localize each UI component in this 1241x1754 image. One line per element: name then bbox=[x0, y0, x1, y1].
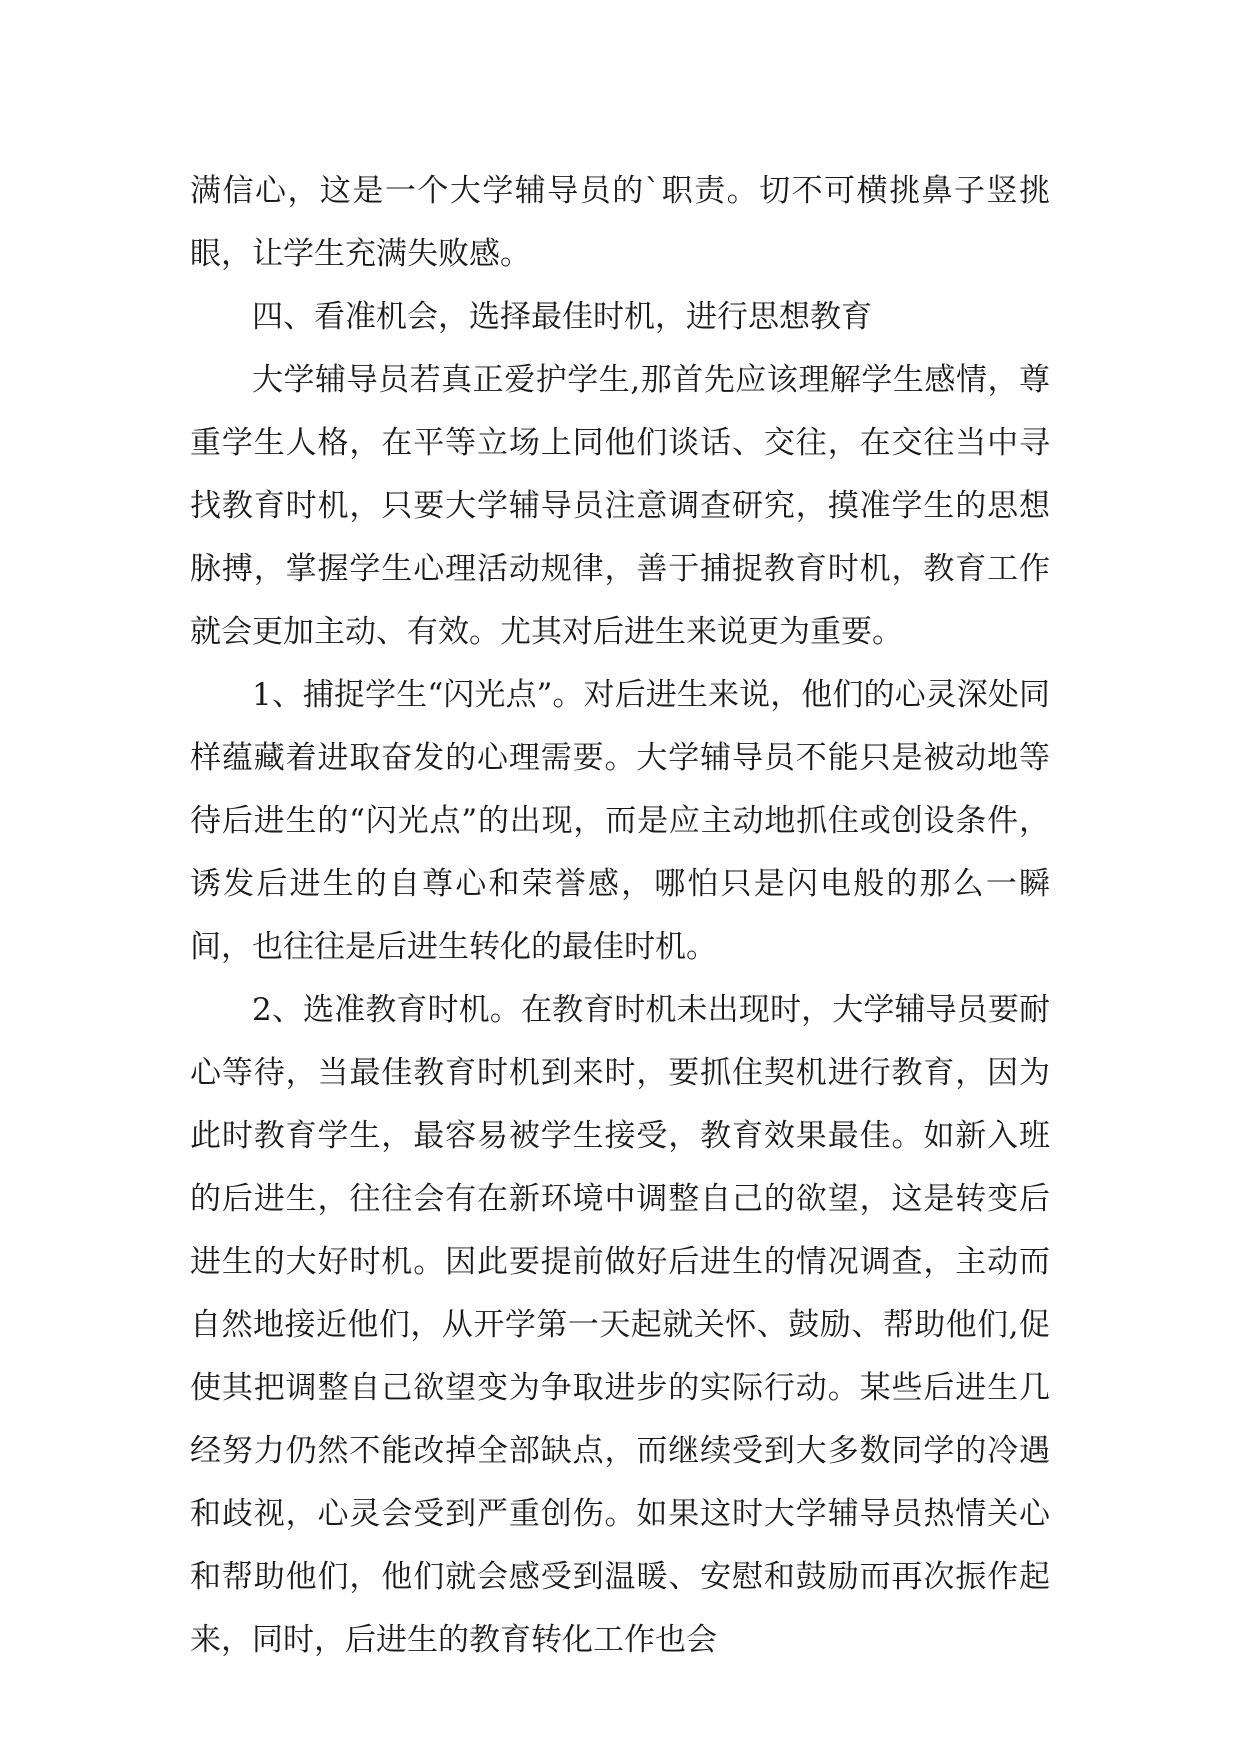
section-heading: 四、看准机会，选择最佳时机，进行思想教育 bbox=[252, 299, 872, 335]
paragraph-continuation: 满信心，这是一个大学辅导员的`职责。切不可横挑鼻子竖挑眼，让学生充满失败感。 bbox=[190, 173, 1050, 272]
paragraph: 大学辅导员若真正爱护学生,那首先应该理解学生感情，尊重学生人格，在平等立场上同他们谈话、交往，在交往当中寻找教育时机，只要大学辅导员注意调查研究，摸准学生的思想脉搏，掌握学生心理活动规律，善于捕捉教育时机，教育工作就会更加主动、有效。尤其对后进生来说更为重要。 bbox=[190, 362, 1050, 650]
paragraph: 2、选准教育时机。在教育时机未出现时，大学辅导员要耐心等待，当最佳教育时机到来时，要抓住契机进行教育，因为此时教育学生，最容易被学生接受，教育效果最佳。如新入班的后进生，往往会有在新环境中调整自己的欲望，这是转变后进生的大好时机。因此要提前做好后进生的情况调查，主动而自然地接近他们，从开学第一天起就关怀、鼓励、帮助他们,促使其把调整自己欲望变为争取进步的实际行动。某些后进生几经努力仍然不能改掉全部缺点，而继续受到大多数同学的冷遇和歧视，心灵会受到严重创伤。如果这时大学辅导员热情关心和帮助他们，他们就会感受到温暖、安慰和鼓励而再次振作起来，同时，后进生的教育转化工作也会 bbox=[190, 992, 1050, 1658]
document-body bbox=[190, 160, 1050, 1672]
paragraph: 1、捕捉学生“闪光点”。对后进生来说，他们的心灵深处同样蕴藏着进取奋发的心理需要。大学辅导员不能只是被动地等待后进生的“闪光点”的出现，而是应主动地抓住或创设条件，诱发后进生的自尊心和荣誉感，哪怕只是闪电般的那么一瞬间，也往往是后进生转化的最佳时机。 bbox=[190, 677, 1050, 965]
